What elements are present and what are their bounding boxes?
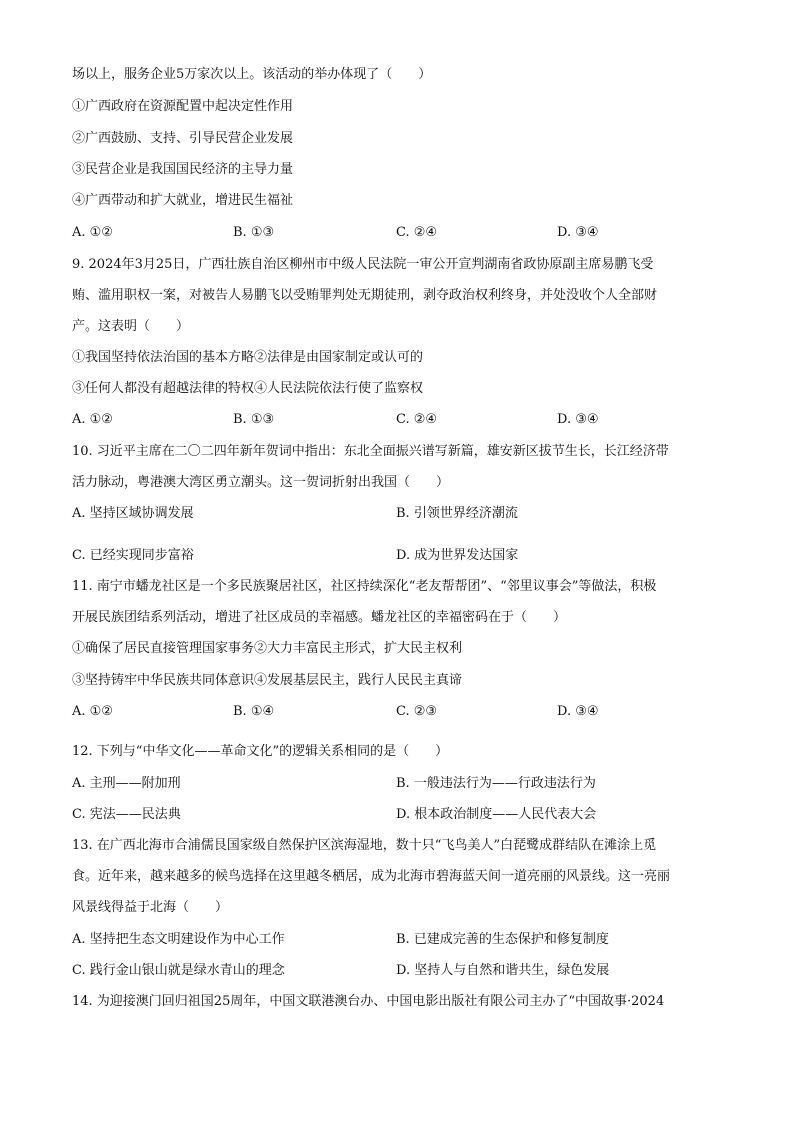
q11-option-d: D. ③④	[557, 704, 599, 719]
q8-item-1: ①广西政府在资源配置中起决定性作用	[72, 99, 294, 114]
q10-stem-line-1: 10. 习近平主席在二〇二四年新年贺词中指出：东北全面振兴谱写新篇，雄安新区拔节生长，长江经济带	[72, 444, 669, 459]
q9-option-c: C. ②④	[396, 412, 438, 427]
q9-option-a: A. ①②	[72, 412, 113, 427]
q11-option-a: A. ①②	[72, 704, 113, 719]
q12-stem-line: 12. 下列与“中华文化——革命文化”的逻辑关系相同的是（ ）	[72, 744, 449, 759]
q8-stem-line: 场以上，服务企业5万家次以上。该活动的举办体现了（ ）	[72, 67, 432, 82]
q10-option-d: D. 成为世界发达国家	[396, 548, 519, 563]
q8-item-4: ④广西带动和扩大就业，增进民生福祉	[72, 193, 294, 208]
q8-option-d: D. ③④	[557, 225, 599, 240]
q12-option-b: B. 一般违法行为——行政违法行为	[396, 776, 596, 791]
q10-option-b: B. 引领世界经济潮流	[396, 506, 518, 521]
q13-stem-line-2: 食。近年来，越来越多的候鸟选择在这里越冬栖居，成为北海市碧海蓝天间一道亮丽的风景线。这一亮丽	[72, 869, 671, 884]
q9-stem-line-3: 产。这表明（ ）	[72, 319, 190, 334]
q8-option-b: B. ①③	[233, 225, 275, 240]
q11-stem-line-1: 11. 南宁市蟠龙社区是一个多民族聚居社区，社区持续深化“老友帮帮团”、“邻里议事会”等做法，积极	[72, 579, 657, 594]
q11-stem-line-2: 开展民族团结系列活动，增进了社区成员的幸福感。蟠龙社区的幸福密码在于（ ）	[72, 610, 567, 625]
q9-option-d: D. ③④	[557, 412, 599, 427]
q9-item-line-2: ③任何人都没有超越法律的特权④人民法院依法行使了监察权	[72, 381, 424, 396]
q10-option-a: A. 坚持区域协调发展	[72, 506, 194, 521]
q13-stem-line-1: 13. 在广西北海市合浦儒艮国家级自然保护区滨海湿地，数十只“飞鸟美人”白琵鹭成群结队在滩涂上觅	[72, 838, 657, 853]
q11-option-c: C. ②③	[396, 704, 438, 719]
q9-option-b: B. ①③	[233, 412, 275, 427]
q12-option-a: A. 主刑——附加刑	[72, 776, 181, 791]
q9-stem-line-1: 9. 2024年3月25日，广西壮族自治区柳州市中级人民法院一审公开宣判湖南省政协原副主席易鹏飞受	[72, 257, 654, 272]
q13-option-a: A. 坚持把生态文明建设作为中心工作	[72, 932, 285, 947]
q8-item-3: ③民营企业是我国国民经济的主导力量	[72, 162, 294, 177]
q11-item-line-2: ③坚持铸牢中华民族共同体意识④发展基层民主，践行人民民主真谛	[72, 673, 463, 688]
q10-option-c: C. 已经实现同步富裕	[72, 548, 194, 563]
q11-item-line-1: ①确保了居民直接管理国家事务②大力丰富民主形式，扩大民主权利	[72, 641, 463, 656]
q8-option-c: C. ②④	[396, 225, 438, 240]
q8-item-2: ②广西鼓励、支持、引导民营企业发展	[72, 131, 294, 146]
q9-item-line-1: ①我国坚持依法治国的基本方略②法律是由国家制定或认可的	[72, 350, 424, 365]
q13-option-b: B. 已建成完善的生态保护和修复制度	[396, 932, 609, 947]
q13-option-c: C. 践行金山银山就是绿水青山的理念	[72, 963, 285, 978]
q11-option-b: B. ①④	[233, 704, 275, 719]
q12-option-c: C. 宪法——民法典	[72, 807, 181, 822]
q14-stem-line: 14. 为迎接澳门回归祖国25周年，中国文联港澳台办、中国电影出版社有限公司主办了“中国故事·2024	[72, 994, 665, 1009]
q8-option-a: A. ①②	[72, 225, 113, 240]
q13-option-d: D. 坚持人与自然和谐共生，绿色发展	[396, 963, 610, 978]
q12-option-d: D. 根本政治制度——人民代表大会	[396, 807, 597, 822]
q9-stem-line-2: 贿、滥用职权一案，对被告人易鹏飞以受贿罪判处无期徒刑，剥夺政治权利终身，并处没收个人全部财	[72, 288, 658, 303]
q13-stem-line-3: 风景线得益于北海（ ）	[72, 900, 229, 915]
q10-stem-line-2: 活力脉动，粤港澳大湾区勇立潮头。这一贺词折射出我国（ ）	[72, 475, 450, 490]
